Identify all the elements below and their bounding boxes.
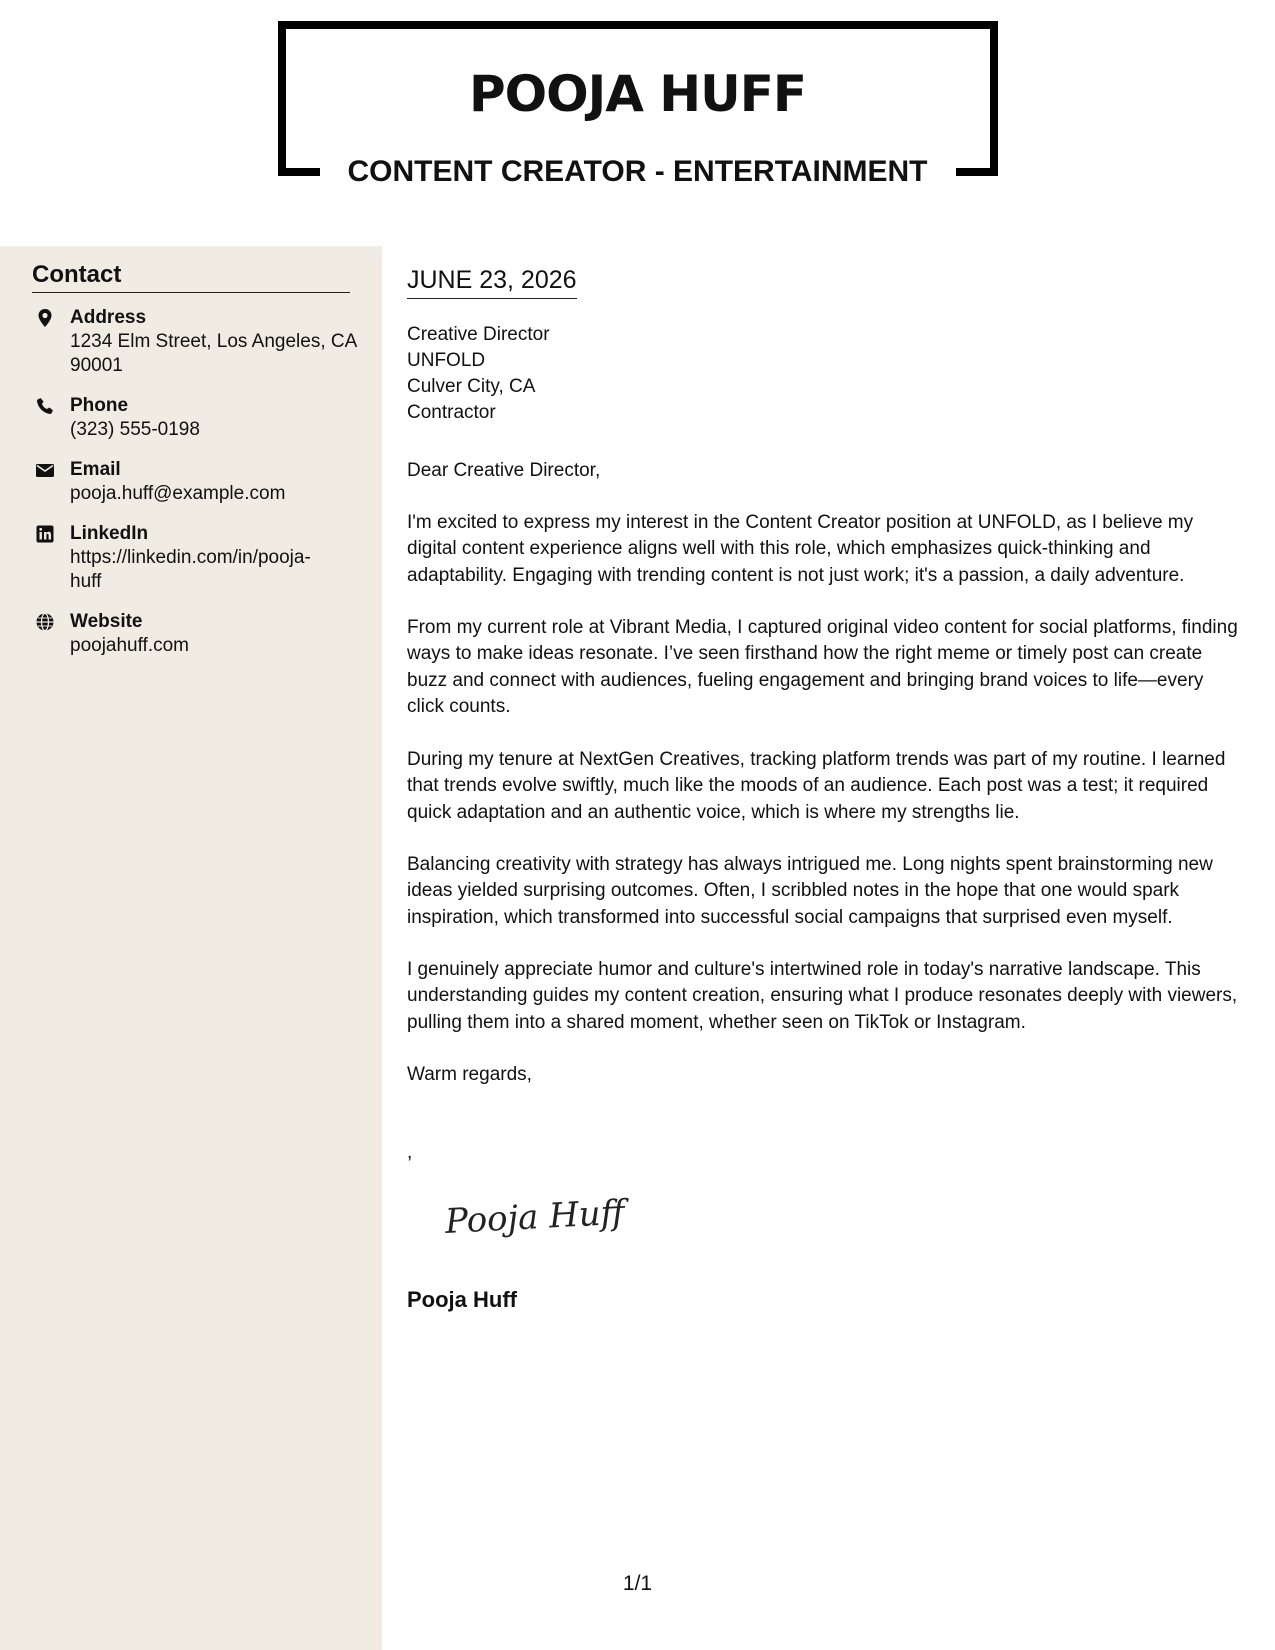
globe-icon [35,612,55,632]
applicant-name: POOJA HUFF [468,65,807,123]
phone-icon [35,396,55,416]
recipient-block [407,322,550,426]
contact-label: Phone [70,395,129,416]
body-paragraph: I'm excited to express my interest in the Content Creator position at UNFOLD, as I believe my digital content experience aligns well with this role, which emphasizes quick-thinking and adaptability. Engaging with trending content is not just work; it's a passion, a daily adventure. [407,512,1194,586]
contact-label: Email [70,459,121,480]
contact-sidebar [0,246,382,1650]
body-paragraph: During my tenure at NextGen Creatives, tracking platform trends was part of my routine. I learned that trends evolve swiftly, much like the moods of an audience. Each post was a test; it required quick adaptation and an authentic voice, which is where my strengths lie. [407,749,1226,823]
recipient-line: Culver City, CA [407,376,536,397]
closing: Warm regards, [407,1064,532,1085]
frame-top-border [278,21,998,29]
linkedin-icon [35,524,55,544]
job-title: CONTENT CREATOR - ENTERTAINMENT [347,155,928,188]
contact-value: https://linkedin.com/in/pooja-huff [70,547,311,592]
signature-text: Pooja Huff [444,1192,626,1242]
recipient-line: Creative Director [407,324,550,345]
letter-date: JUNE 23, 2026 [407,264,577,299]
handwritten-signature [441,1186,641,1246]
signer-name: Pooja Huff [407,1287,517,1312]
stray-comma: , [407,1142,413,1163]
contact-heading: Contact [32,260,350,293]
recipient-line: UNFOLD [407,350,486,371]
recipient-line: Contractor [407,402,496,423]
page-number: 1/1 [622,1572,653,1595]
contact-label: Address [70,307,147,328]
contact-value: pooja.huff@example.com [70,483,286,504]
contact-value: 1234 Elm Street, Los Angeles, CA 90001 [70,331,357,376]
body-paragraph: I genuinely appreciate humor and culture's intertwined role in today's narrative landscape. This understanding guides my content creation, ensuring what I produce resonates deeply with viewers, pulling them into a shared moment, whether seen on TikTok or Instagram. [407,959,1238,1033]
salutation: Dear Creative Director, [407,460,601,481]
body-paragraph: Balancing creativity with strategy has always intrigued me. Long nights spent brainstorming new ideas yielded surprising outcomes. Often, I scribbled notes in the hope that one would spark inspiration, which transformed into successful social campaigns that surprised even myself. [407,854,1213,928]
contact-label: Website [70,611,143,632]
envelope-icon [35,460,55,480]
map-pin-icon [35,308,55,328]
body-paragraph: From my current role at Vibrant Media, I captured original video content for social platforms, finding ways to make ideas resonate. I’ve seen firsthand how the right meme or timely post can create buzz and connect with audiences, fueling engagement and bringing brand voices to life—every click counts. [407,617,1238,717]
contact-value: poojahuff.com [70,635,190,656]
contact-value: (323) 555-0198 [70,419,200,440]
contact-label: LinkedIn [70,523,149,544]
